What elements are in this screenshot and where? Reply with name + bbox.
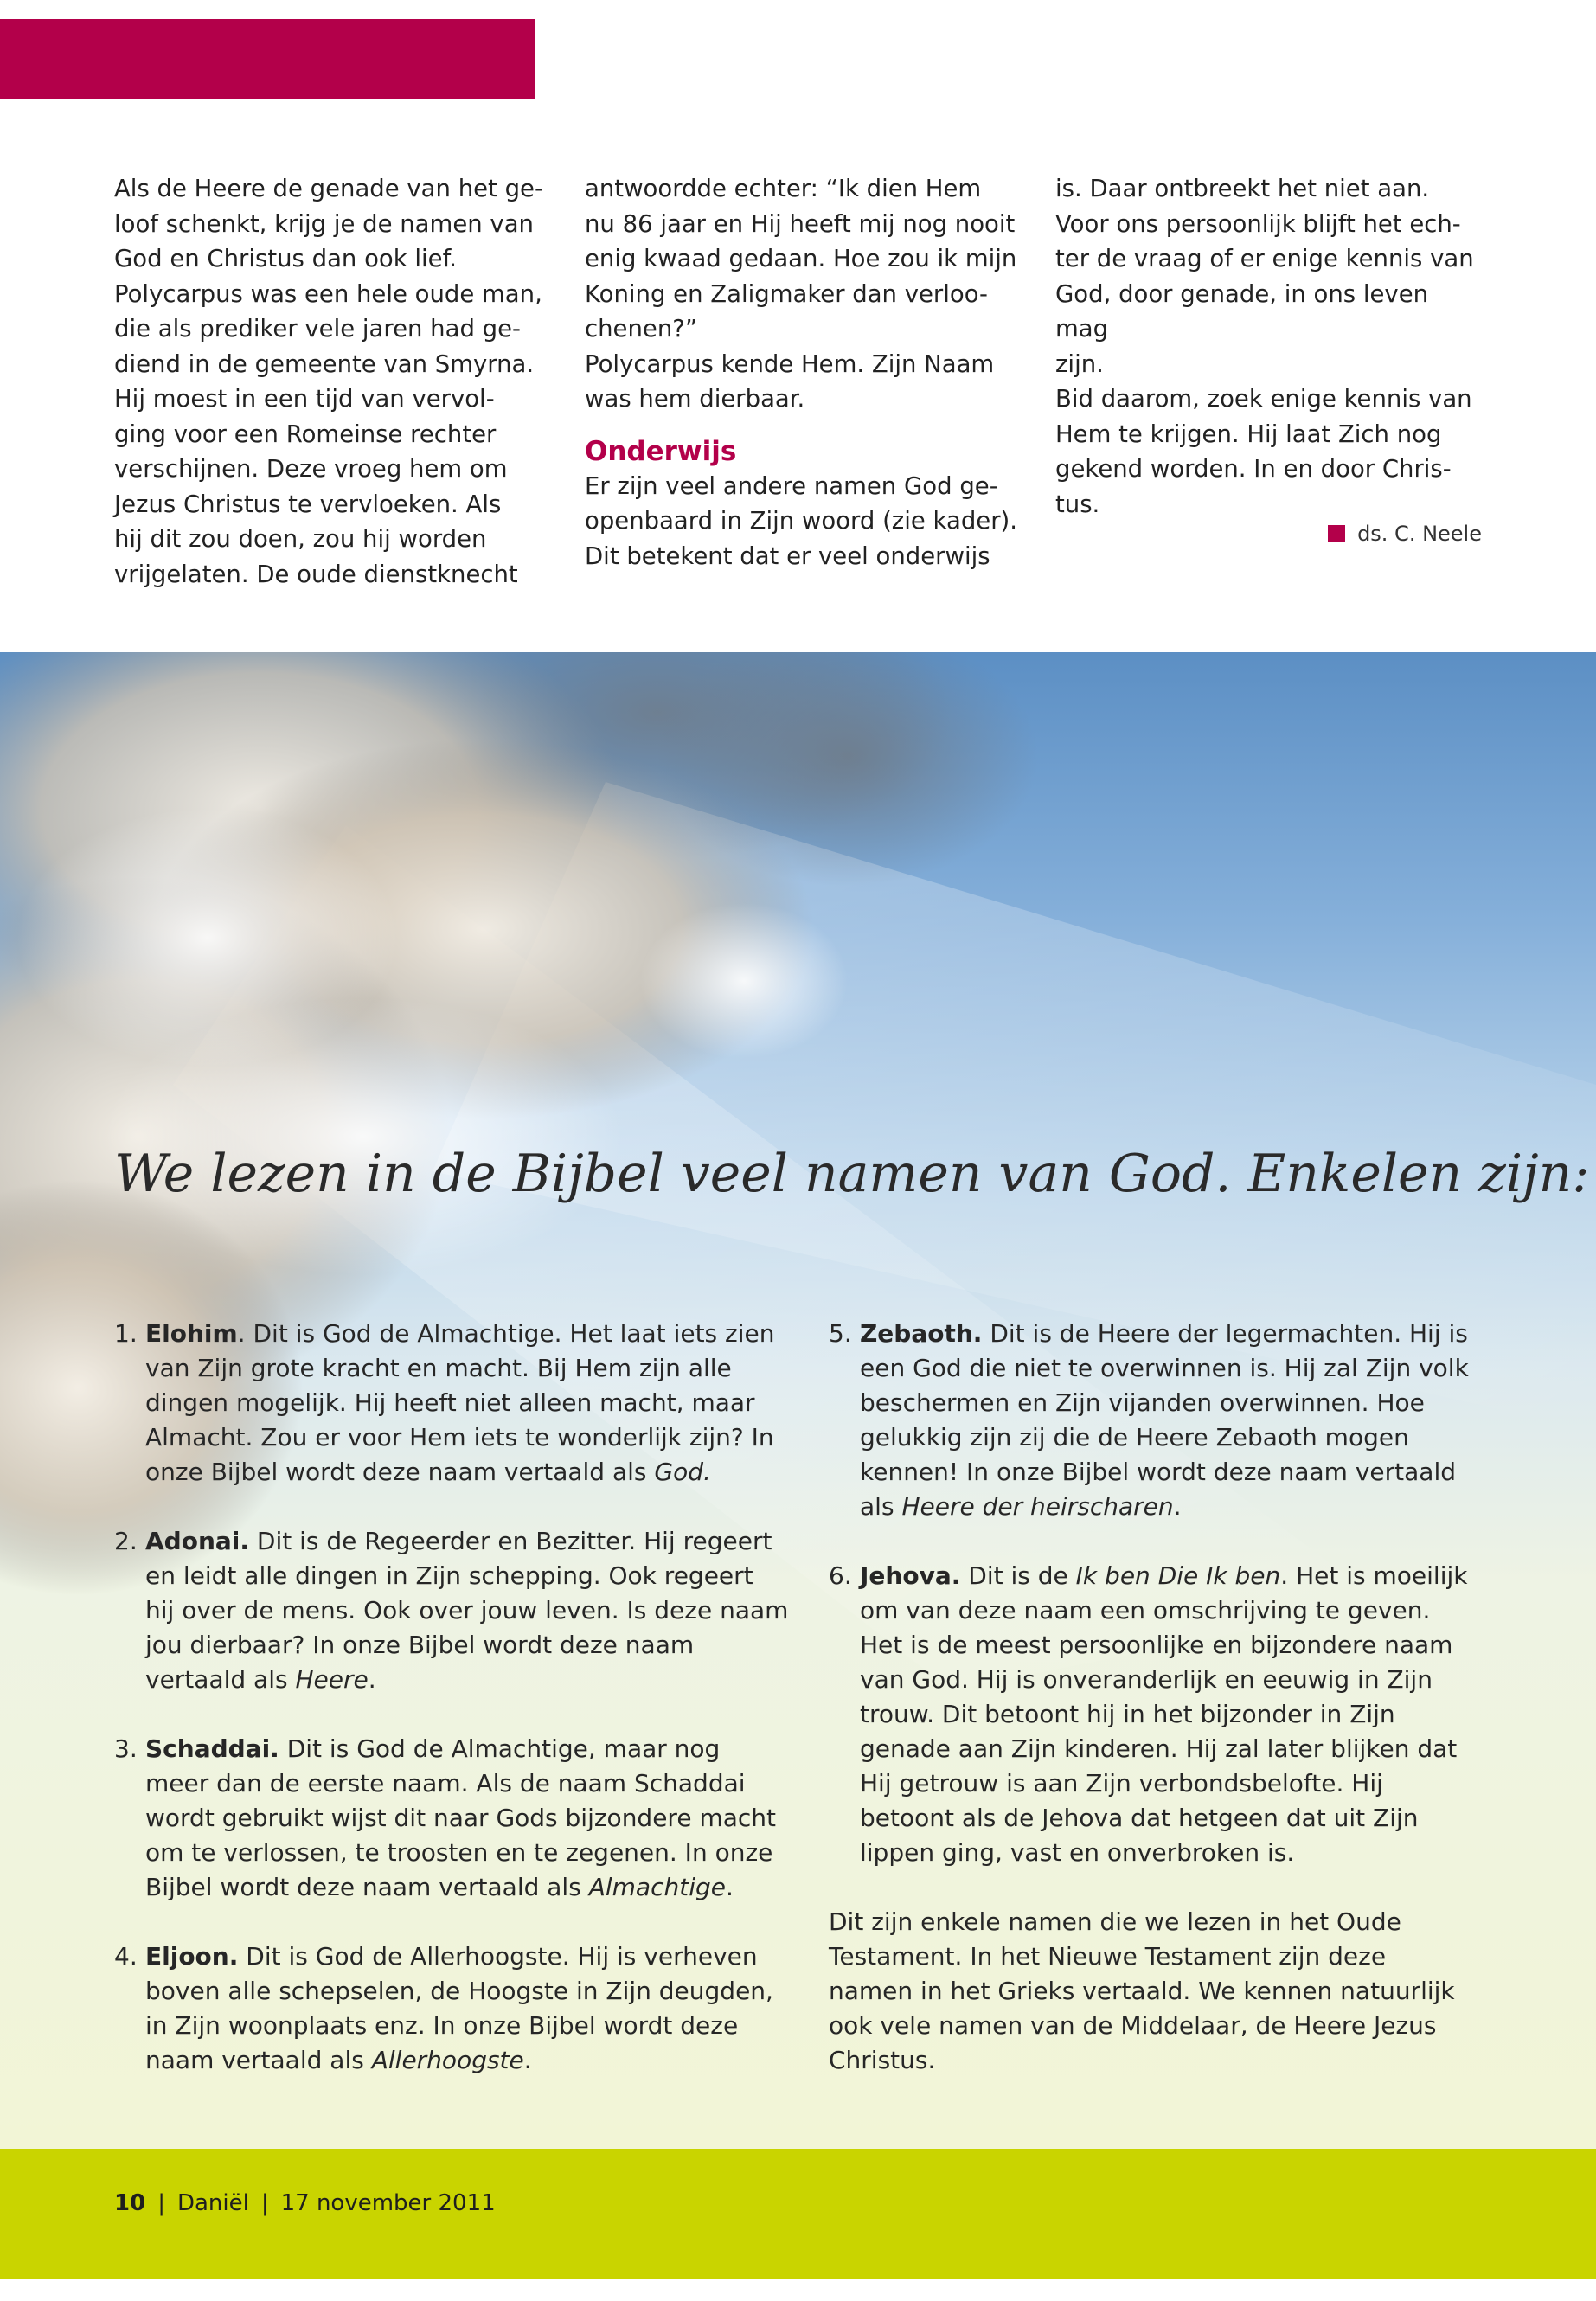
names-list-right xyxy=(829,1317,1477,2078)
item-description: Dit is de Heere der legermachten. Hij is een God die niet te overwinnen is. Hij zal Zijn volk beschermen en Zijn vijanden overwinnen. Hoe gelukkig zijn zij die de Heere Zebaoth mogen kennen! In onze Bijbel wordt deze naam vertaald als xyxy=(860,1319,1469,1521)
article-column-1 xyxy=(114,171,547,592)
footer-separator: | xyxy=(157,2190,165,2216)
item-number: 2. xyxy=(114,1527,138,1555)
item-number: 4. xyxy=(114,1942,138,1971)
top-accent-bar xyxy=(0,19,535,99)
section-subheading: Onderwijs xyxy=(585,435,737,467)
text-line: Polycarpus kende Hem. Zijn Naam xyxy=(585,349,995,378)
item-number: 5. xyxy=(829,1319,852,1348)
text-line: God, door genade, in ons leven mag xyxy=(1055,279,1429,343)
names-list-left xyxy=(114,1317,789,2112)
text-line: hij dit zou doen, zou hij worden xyxy=(114,525,487,553)
item-name: Jehova. xyxy=(860,1561,961,1590)
page-number: 10 xyxy=(114,2190,146,2216)
item-number: 1. xyxy=(114,1319,138,1348)
list-item xyxy=(829,1317,1477,1524)
article-column-3 xyxy=(1055,171,1488,522)
item-translation: Heere xyxy=(295,1665,369,1694)
text-line: Hij moest in een tijd van vervol- xyxy=(114,385,495,413)
text-line: tus. xyxy=(1055,490,1100,518)
text-line: diend in de gemeente van Smyrna. xyxy=(114,349,535,378)
item-description: Dit is God de Allerhoogste. Hij is verheven boven alle schepselen, de Hoogste in Zijn deugden, in Zijn woonplaats enz. In onze Bijbel wordt deze naam vertaald als xyxy=(145,1942,773,2074)
text-line: die als prediker vele jaren had ge- xyxy=(114,315,521,343)
text-line: Voor ons persoonlijk blijft het ech- xyxy=(1055,209,1461,238)
item-text xyxy=(145,1524,789,1697)
footer-separator: | xyxy=(260,2190,269,2216)
box-title: We lezen in de Bijbel veel namen van God. Enkelen zijn: xyxy=(114,1144,1590,1204)
square-bullet-icon xyxy=(1328,525,1345,542)
text-line: Er zijn veel andere namen God ge- xyxy=(585,471,998,500)
text-line: was hem dierbaar. xyxy=(585,385,805,413)
text-line: Jezus Christus te vervloeken. Als xyxy=(114,490,502,518)
item-text xyxy=(145,1317,789,1490)
item-number: 3. xyxy=(114,1734,138,1763)
item-text xyxy=(145,1939,789,2078)
author-signature xyxy=(1328,522,1482,546)
item-number: 6. xyxy=(829,1561,852,1590)
page-footer xyxy=(0,2149,1596,2279)
text-line: openbaard in Zijn woord (zie kader). xyxy=(585,507,1017,535)
author-name: ds. C. Neele xyxy=(1357,522,1482,546)
text-line: Polycarpus was een hele oude man, xyxy=(114,279,542,308)
list-item xyxy=(114,1524,789,1697)
text-line: chenen?” xyxy=(585,315,698,343)
item-description: Dit is de Regeerder en Bezitter. Hij regeert en leidt alle dingen in Zijn schepping. Ook regeert hij over de mens. Ook over jouw leven. Is deze naam jou dierbaar? In onze Bijbel wordt deze naam vertaald als xyxy=(145,1527,789,1694)
item-description: . Het is moeilijk om van deze naam een omschrijving te geven. Het is de meest persoonlijke en bijzondere naam van God. Hij is onveranderlijk en eeuwig in Zijn trouw. Dit betoont hij in het bijzonder in Zijn genade aan Zijn kinderen. Hij zal later blijken dat Hij getrouw is aan Zijn verbondsbelofte. Hij betoont als de Jehova dat hetgeen dat uit Zijn lippen ging, vast en onverbroken is. xyxy=(860,1561,1468,1867)
article-column-2 xyxy=(585,171,1017,574)
item-tail: . xyxy=(368,1665,376,1694)
item-name: Eljoon. xyxy=(145,1942,239,1971)
text-line: gekend worden. In en door Chris- xyxy=(1055,455,1452,483)
item-tail: . xyxy=(523,2046,532,2074)
list-item xyxy=(114,1317,789,1490)
item-name: Zebaoth. xyxy=(860,1319,983,1348)
text-line: antwoordde echter: “Ik dien Hem xyxy=(585,175,982,202)
text-line: vrijgelaten. De oude dienstknecht xyxy=(114,560,518,588)
text-line: Dit betekent dat er veel onderwijs xyxy=(585,542,990,570)
item-tail: . xyxy=(1173,1492,1182,1521)
text-line: Als de Heere de genade van het ge- xyxy=(114,175,543,202)
text-line: nu 86 jaar en Hij heeft mij nog nooit xyxy=(585,209,1016,238)
item-meaning: Ik ben Die Ik ben xyxy=(1075,1561,1281,1590)
text-line: ter de vraag of er enige kennis van xyxy=(1055,245,1474,272)
item-description: . Dit is God de Almachtige. Het laat iets zien van Zijn grote kracht en macht. Bij Hem zijn alle dingen mogelijk. Hij heeft niet alleen macht, maar Almacht. Zou er voor Hem iets te wonderlijk zijn? In onze Bijbel wordt deze naam vertaald als xyxy=(145,1319,775,1486)
item-translation: Almachtige xyxy=(588,1873,726,1901)
text-line: loof schenkt, krijg je de namen van xyxy=(114,209,534,238)
list-item xyxy=(114,1939,789,2078)
closing-paragraph: Dit zijn enkele namen die we lezen in het Oude Testament. In het Nieuwe Testament zijn deze namen in het Grieks vertaald. We kennen natuurlijk ook vele namen van de Middelaar, de Heere Jezus Christus. xyxy=(829,1907,1455,2074)
item-intro: Dit is de xyxy=(960,1561,1076,1590)
item-name: Adonai. xyxy=(145,1527,250,1555)
item-translation: Heere der heirscharen xyxy=(901,1492,1174,1521)
footer-text xyxy=(114,2190,496,2216)
item-tail: . xyxy=(725,1873,734,1901)
text-line: God en Christus dan ook lief. xyxy=(114,245,458,272)
item-translation: Allerhoogste xyxy=(371,2046,524,2074)
issue-date: 17 november 2011 xyxy=(280,2190,496,2216)
item-name: Schaddai. xyxy=(145,1734,279,1763)
item-name: Elohim xyxy=(145,1319,238,1348)
text-line: enig kwaad gedaan. Hoe zou ik mijn xyxy=(585,245,1017,272)
text-line: ging voor een Romeinse rechter xyxy=(114,420,497,448)
item-text xyxy=(860,1317,1477,1524)
magazine-name: Daniël xyxy=(176,2190,249,2216)
item-translation: God. xyxy=(654,1458,711,1486)
list-item xyxy=(114,1732,789,1905)
text-line: is. Daar ontbreekt het niet aan. xyxy=(1055,175,1430,202)
text-line: verschijnen. Deze vroeg hem om xyxy=(114,455,508,483)
text-line: Hem te krijgen. Hij laat Zich nog xyxy=(1055,420,1442,448)
list-item xyxy=(829,1559,1477,1870)
item-text xyxy=(145,1732,789,1905)
item-description: Dit is God de Almachtige, maar nog meer dan de eerste naam. Als de naam Schaddai wordt gebruikt wijst dit naar Gods bijzondere macht om te verlossen, te troosten en te zegenen. In onze Bijbel wordt deze naam vertaald als xyxy=(145,1734,777,1901)
item-text xyxy=(860,1559,1477,1870)
text-line: Koning en Zaligmaker dan verloo- xyxy=(585,279,988,308)
text-line: Bid daarom, zoek enige kennis van xyxy=(1055,385,1472,413)
text-line: zijn. xyxy=(1055,349,1104,378)
